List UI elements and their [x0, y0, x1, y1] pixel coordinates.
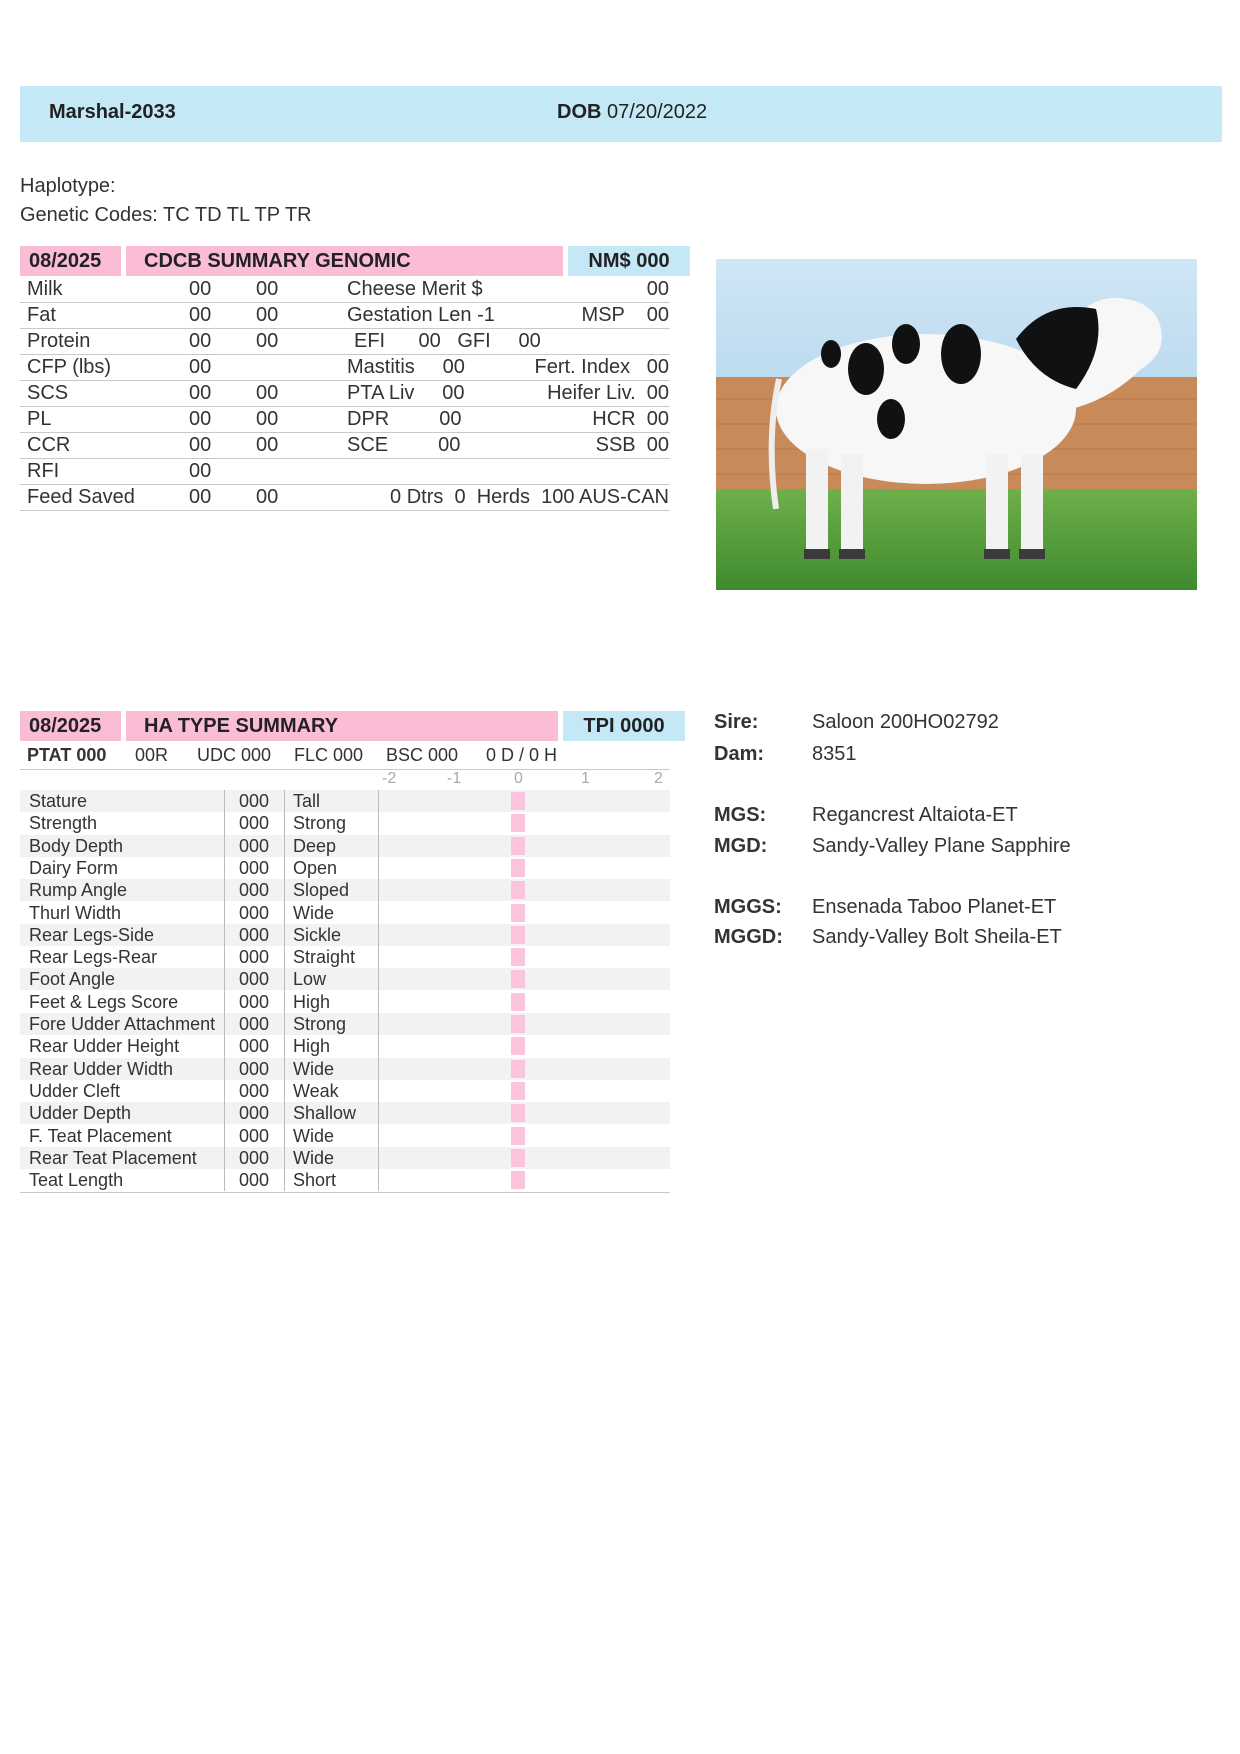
- genomic-row-trait: DPR 00: [347, 408, 462, 430]
- trait-description: Strong: [293, 1014, 347, 1034]
- genomic-row-label: SCS: [27, 382, 69, 404]
- trait-description: Sickle: [293, 924, 342, 945]
- trait-description: Short: [293, 1170, 337, 1191]
- trait-row: [20, 879, 670, 901]
- genomic-row-value-2: 00: [256, 382, 279, 404]
- trait-value: 000: [239, 969, 270, 990]
- type-title: HA TYPE SUMMARY: [126, 711, 558, 741]
- dam-name: 8351: [812, 743, 857, 765]
- trait-value: 000: [239, 1014, 270, 1034]
- tpi: TPI 0000: [563, 711, 685, 741]
- animal-name: Marshal-2033: [49, 101, 176, 123]
- trait-value: 000: [239, 880, 270, 901]
- trait-description: Wide: [293, 902, 335, 923]
- trait-value: 000: [239, 1170, 270, 1191]
- trait-name: Udder Depth: [29, 1103, 132, 1124]
- column-divider: [284, 790, 285, 1191]
- trait-row: [20, 1125, 670, 1147]
- trait-description: Sloped: [293, 880, 350, 901]
- type-composites: [20, 745, 670, 769]
- axis-tick-label: 2: [654, 770, 663, 787]
- trait-bar: [511, 1104, 525, 1122]
- type-date: 08/2025: [20, 711, 121, 741]
- trait-value: 000: [239, 835, 270, 856]
- trait-bar: [511, 1171, 525, 1189]
- mggs-label: MGGS:: [714, 896, 782, 918]
- mgd-name: Sandy-Valley Plane Sapphire: [812, 835, 1071, 857]
- column-divider: [378, 790, 379, 1191]
- genomic-row-trait: Cheese Merit $: [347, 278, 483, 300]
- row-divider: [20, 354, 670, 355]
- genomic-row-label: CFP (lbs): [27, 356, 112, 378]
- genomic-row-value-2: 00: [256, 408, 279, 430]
- trait-row: [20, 857, 670, 879]
- trait-value: 000: [239, 1147, 270, 1168]
- trait-row: [20, 1102, 670, 1124]
- mggd-name: Sandy-Valley Bolt Sheila-ET: [812, 926, 1062, 948]
- trait-bar: [511, 1015, 525, 1033]
- trait-name: Rear Legs-Side: [29, 924, 155, 945]
- trait-value: 000: [239, 902, 270, 923]
- trait-value: 000: [239, 1058, 270, 1079]
- bull-photo: [716, 259, 1197, 590]
- trait-row: [20, 1169, 670, 1191]
- trait-bar: [511, 859, 525, 877]
- genomic-row-trait: Mastitis 00: [347, 356, 465, 378]
- genomic-row-label: Fat: [27, 304, 56, 326]
- trait-row: [20, 946, 670, 968]
- trait-bar: [511, 1060, 525, 1078]
- trait-name: Rear Teat Placement: [29, 1147, 197, 1168]
- trait-name: Rump Angle: [29, 880, 128, 901]
- trait-name: Udder Cleft: [29, 1080, 121, 1101]
- genomic-row-value: 00: [189, 408, 212, 430]
- row-divider: [20, 302, 670, 303]
- udc: UDC 000: [197, 745, 272, 765]
- genomic-row-value-2: 00: [256, 486, 279, 508]
- trait-row: [20, 790, 670, 812]
- genomic-row-right: 0 Dtrs 0 Herds 100 AUS-CAN: [390, 486, 669, 508]
- axis-tick-label: -2: [382, 770, 397, 787]
- trait-value: 000: [239, 1103, 270, 1124]
- trait-name: Thurl Width: [29, 902, 122, 923]
- trait-description: High: [293, 1036, 331, 1057]
- trait-description: Wide: [293, 1147, 335, 1168]
- genomic-row-trait: Gestation Len -1: [347, 304, 495, 326]
- genomic-row-label: Feed Saved: [27, 486, 135, 508]
- trait-value: 000: [239, 1080, 270, 1101]
- mggs-name: Ensenada Taboo Planet-ET: [812, 896, 1057, 918]
- trait-row: [20, 991, 670, 1013]
- mggd-label: MGGD:: [714, 926, 783, 948]
- flc: FLC 000: [294, 745, 364, 765]
- ptat: PTAT 000: [27, 745, 107, 765]
- trait-bar: [511, 970, 525, 988]
- genomic-row-value: 00: [189, 486, 212, 508]
- type-summary-bar: [20, 711, 670, 741]
- trait-description: Wide: [293, 1125, 335, 1146]
- trait-row: [20, 968, 670, 990]
- trait-row: [20, 1013, 670, 1035]
- genomic-row-value-2: 00: [256, 304, 279, 326]
- trait-value: 000: [239, 924, 270, 945]
- trait-description: Deep: [293, 835, 337, 856]
- table-bottom-line: [20, 1192, 670, 1193]
- genomic-row-value: 00: [189, 330, 212, 352]
- row-divider: [20, 484, 670, 485]
- genomic-row-label: PL: [27, 408, 52, 430]
- row-divider: [20, 406, 670, 407]
- genomic-row-right: Fert. Index 00: [534, 356, 669, 378]
- trait-value: 000: [239, 791, 270, 811]
- trait-bar: [511, 814, 525, 832]
- genomic-row-right: 00: [646, 278, 669, 300]
- trait-bar: [511, 926, 525, 944]
- trait-name: F. Teat Placement: [29, 1125, 172, 1146]
- genomic-row-value-2: 00: [256, 278, 279, 300]
- genomic-row-value: 00: [189, 382, 212, 404]
- genomic-row-value: 00: [189, 304, 212, 326]
- trait-name: Rear Udder Width: [29, 1058, 174, 1079]
- trait-name: Stature: [29, 791, 88, 811]
- trait-bar: [511, 881, 525, 899]
- reliability: 00R: [135, 745, 169, 765]
- trait-description: Straight: [293, 947, 356, 968]
- trait-bar: [511, 792, 525, 810]
- trait-description: Wide: [293, 1058, 335, 1079]
- trait-description: Low: [293, 969, 327, 990]
- trait-row: [20, 1058, 670, 1080]
- genomic-row-right: SSB 00: [595, 434, 669, 456]
- genomic-row-right: HCR 00: [592, 408, 669, 430]
- trait-bar: [511, 1149, 525, 1167]
- genomic-row-label: RFI: [27, 460, 60, 482]
- bsc: BSC 000: [386, 745, 459, 765]
- cow-image-icon: [716, 259, 1197, 590]
- dob: [557, 101, 707, 124]
- mgs-name: Regancrest Altaiota-ET: [812, 804, 1018, 826]
- row-divider: [20, 432, 670, 433]
- genomic-row-right: MSP 00: [581, 304, 669, 326]
- axis-tick-label: -1: [447, 770, 462, 787]
- sire-label: Sire:: [714, 711, 759, 733]
- row-divider: [20, 458, 670, 459]
- genomic-row-trait: PTA Liv 00: [347, 382, 465, 404]
- trait-description: High: [293, 991, 331, 1012]
- trait-bar: [511, 837, 525, 855]
- dam-label: Dam:: [714, 743, 765, 765]
- trait-row: [20, 1035, 670, 1057]
- dob-value: 07/20/2022: [607, 101, 708, 123]
- trait-row: [20, 902, 670, 924]
- genomic-row-trait: EFI 00 GFI 00: [354, 330, 541, 352]
- trait-name: Rear Legs-Rear: [29, 947, 158, 968]
- trait-name: Teat Length: [29, 1170, 124, 1191]
- trait-value: 000: [239, 1036, 270, 1057]
- trait-name: Feet & Legs Score: [29, 991, 179, 1012]
- trait-description: Strong: [293, 813, 347, 834]
- trait-bar: [511, 904, 525, 922]
- nm-dollar: NM$ 000: [568, 246, 690, 276]
- trait-row: [20, 1080, 670, 1102]
- genomic-row-value: 00: [189, 434, 212, 456]
- axis-tick-label: 0: [514, 770, 523, 787]
- genomic-row-right: Heifer Liv. 00: [547, 382, 669, 404]
- row-divider: [20, 380, 670, 381]
- trait-value: 000: [239, 813, 270, 834]
- trait-row: [20, 812, 670, 834]
- trait-description: Open: [293, 857, 338, 878]
- genomic-date: 08/2025: [20, 246, 121, 276]
- genomic-row-value: 00: [189, 356, 212, 378]
- trait-name: Strength: [29, 813, 98, 834]
- mgd-label: MGD:: [714, 835, 768, 857]
- genetic-codes: Genetic Codes: TC TD TL TP TR: [20, 204, 312, 226]
- trait-value: 000: [239, 991, 270, 1012]
- sire-name: Saloon 200HO02792: [812, 711, 999, 733]
- haplotype: Haplotype:: [20, 175, 116, 197]
- trait-bar: [511, 1082, 525, 1100]
- trait-description: Shallow: [293, 1103, 357, 1124]
- genomic-summary-bar: [20, 246, 670, 276]
- genomic-title: CDCB SUMMARY GENOMIC: [126, 246, 563, 276]
- genomic-row-label: Milk: [27, 278, 63, 300]
- mgs-label: MGS:: [714, 804, 767, 826]
- trait-value: 000: [239, 857, 270, 878]
- row-divider: [20, 328, 670, 329]
- axis-tick-label: 1: [581, 770, 590, 787]
- genomic-row-label: Protein: [27, 330, 91, 352]
- genomic-row-value: 00: [189, 460, 212, 482]
- genomic-row-value-2: 00: [256, 330, 279, 352]
- trait-name: Foot Angle: [29, 969, 116, 990]
- daughters-herds: 0 D / 0 H: [486, 745, 558, 765]
- genomic-row-value: 00: [189, 278, 212, 300]
- trait-name: Rear Udder Height: [29, 1036, 180, 1057]
- trait-name: Fore Udder Attachment: [29, 1014, 216, 1034]
- row-divider: [20, 510, 670, 511]
- genomic-row-trait: SCE 00: [347, 434, 461, 456]
- column-divider: [224, 790, 225, 1191]
- trait-description: Weak: [293, 1080, 339, 1101]
- dob-label: DOB: [557, 101, 602, 123]
- trait-bar: [511, 948, 525, 966]
- trait-bar: [511, 1037, 525, 1055]
- genomic-row-label: CCR: [27, 434, 71, 456]
- trait-value: 000: [239, 947, 270, 968]
- trait-bar: [511, 993, 525, 1011]
- trait-row: [20, 835, 670, 857]
- genomic-row-value-2: 00: [256, 434, 279, 456]
- trait-name: Body Depth: [29, 835, 124, 856]
- trait-row: [20, 924, 670, 946]
- trait-description: Tall: [293, 791, 321, 811]
- trait-value: 000: [239, 1125, 270, 1146]
- trait-name: Dairy Form: [29, 857, 118, 878]
- trait-bar: [511, 1127, 525, 1145]
- header-bar: [20, 86, 1222, 142]
- trait-row: [20, 1147, 670, 1169]
